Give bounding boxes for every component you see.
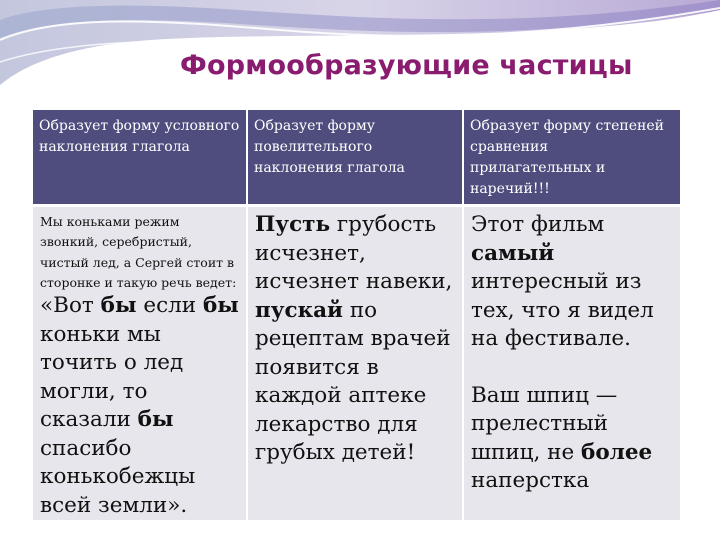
example-intro: Мы коньками режим звонкий, серебристый, чистый лед, а Сергей стоит в сторонке и такую речь ведет:: [40, 214, 237, 290]
table-header-row: [33, 110, 680, 206]
particles-table: [33, 110, 680, 520]
particle-highlight: Пусть: [255, 212, 331, 237]
header-imperative: Образует форму повелительного наклонения глагола: [247, 110, 463, 206]
table-row: [33, 206, 680, 521]
particle-highlight: самый: [471, 240, 555, 266]
example-sentence-1: Этот фильм самый интересный из тех, что я видел на фестивале.: [471, 212, 654, 351]
particle-highlight: бы: [202, 293, 239, 319]
example-sentence-2: Ваш шпиц — прелестный шпиц, не более наперстка: [471, 382, 653, 493]
particle-highlight: бы: [100, 293, 137, 319]
example-imperative: Пусть грубость исчезнет, исчезнет навеки, пускай по рецептам врачей появится в каждой аптеке лекарство для грубых детей!: [247, 206, 463, 521]
header-conditional: Образует форму условного наклонения глагола: [33, 110, 247, 206]
example-conditional: [33, 206, 247, 521]
particle-highlight: пускай: [255, 297, 343, 323]
example-quote: «Вот бы если бы коньки мы точить о лед могли, то сказали бы спасибо конькобежцы всей земли».: [40, 293, 239, 518]
particle-highlight: более: [581, 439, 653, 465]
particle-highlight: бы: [137, 407, 174, 433]
header-comparison: Образует форму степеней сравнения прилагательных и наречий!!!: [463, 110, 680, 206]
example-comparison: [463, 206, 680, 521]
slide-title: Формообразующие частицы: [180, 50, 633, 81]
